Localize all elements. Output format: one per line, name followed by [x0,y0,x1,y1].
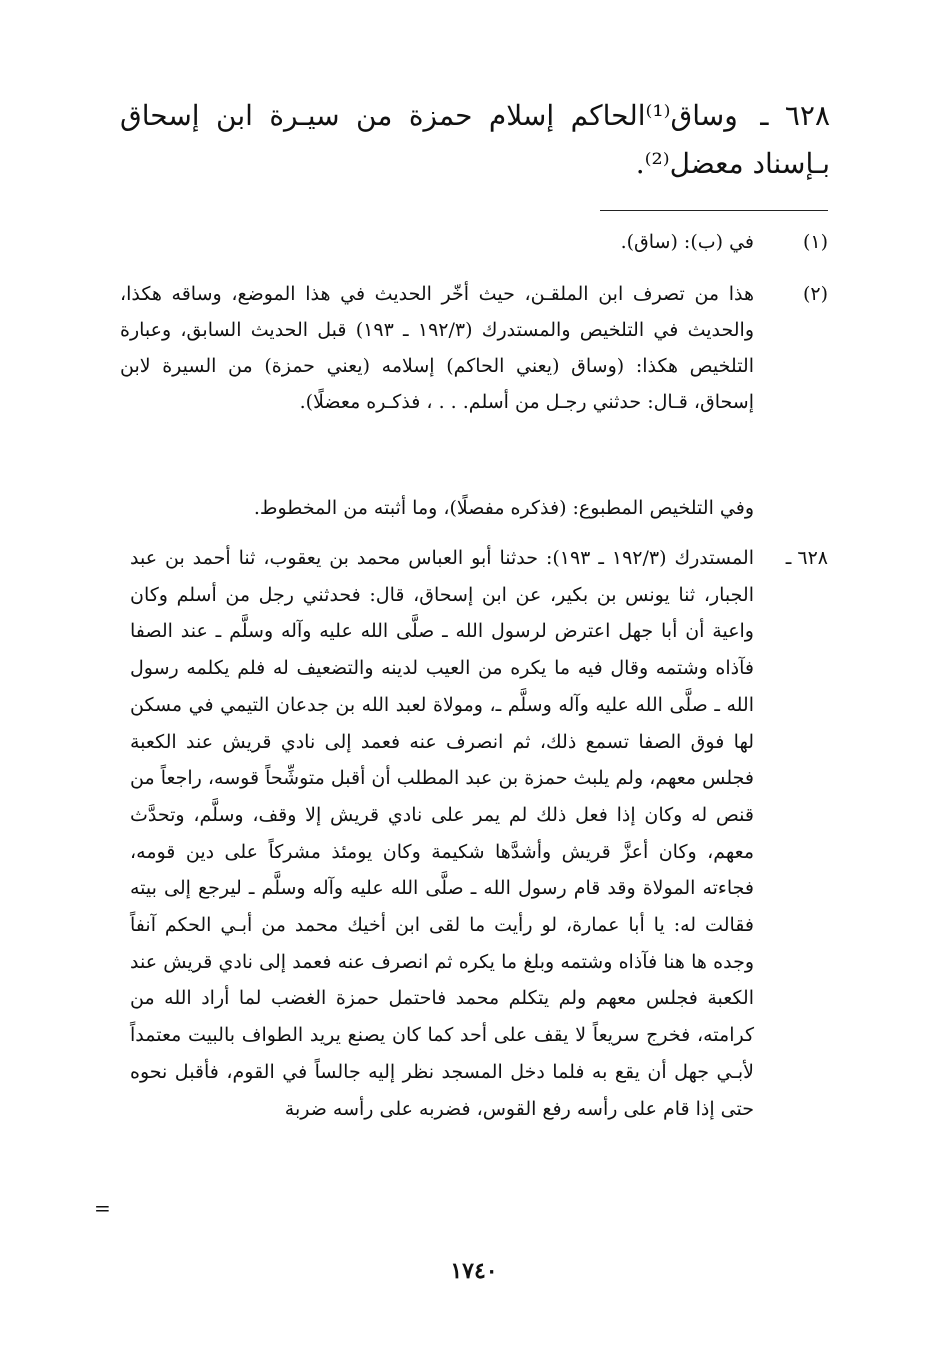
main-entry-text: وساق⁽¹⁾الحاكم إسلام حمزة من سيـرة ابن إسحاق بـإسناد معضل⁽²⁾. [120,99,830,180]
footnote-number: (٢) [802,283,828,305]
commentary-entry [130,540,828,1127]
footnote-text: في (ب): (ساق). [620,231,754,253]
footnote-divider [600,210,828,211]
footnote-number: (١) [802,231,828,253]
page-number: ١٧٤٠ [450,1258,498,1284]
commentary-text: المستدرك (١٩٢/٣ ـ ١٩٣): حدثنا أبو العباس محمد بن يعقوب، ثنا أحمد بن عبد الجبار، ثنا يونس بن بكير، عن ابن إسحاق، قال: فحدثني رجل من أسلم وكان واعية أن أبا جهل اعترض لرسول الله ـ صلَّى الله عليه وآله وسلَّم ـ عند الصفا فآذاه وشتمه وقال فيه ما يكره من العيب لدينه والتضعيف له فلم يكلمه رسول الله ـ صلَّى الله عليه وآله وسلَّم ـ، ومولاة لعبد الله بن جدعان التيمي في مسكن لها فوق الصفا تسمع ذلك، ثم انصرف عنه فعمد إلى نادي قريش عند الكعبة فجلس معهم، ولم يلبث حمزة بن عبد المطلب أن أقبل متوشِّحاً قوسه، راجعاً من قنص له وكان إذا فعل ذلك لم يمر على نادي قريش إلا وقف، وسلَّم، وتحدَّث معهم، وكان أعزَّ قريش وأشدَّها شكيمة وكان يومئذ مشركاً على دين قومه، فجاءته المولاة وقد قام رسول الله ـ صلَّى الله عليه وآله وسلَّم ـ ليرجع إلى بيته فقالت له: يا أبا عمارة، لو رأيت ما لقى ابن أخيك محمد من أبـي الحكم آنفاً وجده ها هنا فآذاه وشتمه وبلغ ما يكره ثم انصرف عنه فعمد إلى نادي قريش عند الكعبة فجلس معهم ولم يتكلم محمد فاحتمل حمزة الغضب لما أراد الله من كرامته، فخرج سريعاً لا يقف على أحد كما كان يصنع يريد الطواف بالبيت معتمداً لأبـي جهل أن يقع به فلما دخل المسجد نظر إليه جالساً في القوم، فأقبل نحوه حتى إذا قام على رأسه رفع القوس، فضربه على رأسه ضربة [130,547,754,1120]
commentary-number: ٦٢٨ ـ [785,547,828,569]
footnote-2 [120,276,828,420]
footnote-1 [120,224,828,260]
main-entry [120,92,830,188]
continuation-mark: = [94,1196,111,1220]
footnote-text: هذا من تصرف ابن الملقـن، حيث أخّر الحديث في هذا الموضع، وساقه هكذا، والحديث في التلخيص والمستدرك (١٩٢/٣ ـ ١٩٣) قبل الحديث السابق، وعبارة التلخيص هكذا: (وساق (يعني الحاكم) إسلامه (يعني حمزة) من السيرة لابن إسحاق، قـال: حدثني رجـل من أسلم. . . ، فذكـره معضلًا). [120,283,754,413]
main-entry-number: ٦٢٨ ـ [760,99,831,132]
footnote-note: وفي التلخيص المطبوع: (فذكره مفصلًا)، وما أثبته من المخطوط. [253,497,754,519]
